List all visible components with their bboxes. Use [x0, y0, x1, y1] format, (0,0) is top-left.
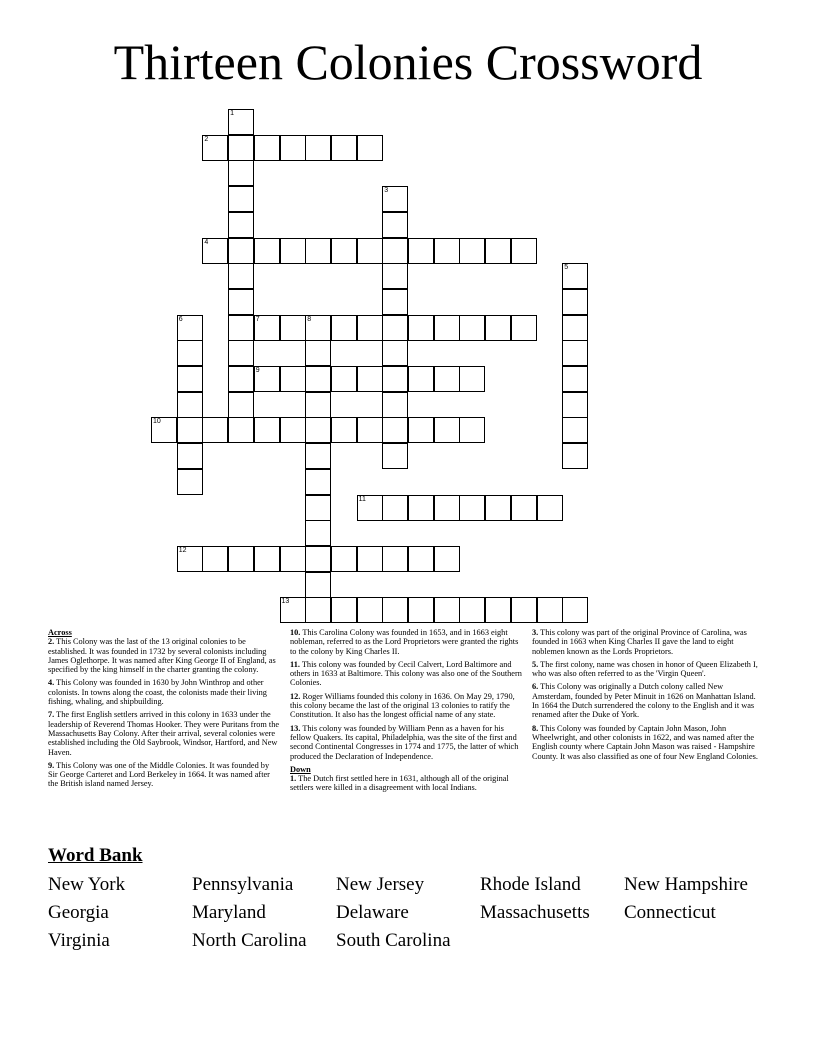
grid-cell[interactable]: [254, 315, 280, 341]
grid-cell[interactable]: [511, 315, 537, 341]
grid-cell[interactable]: [382, 315, 408, 341]
grid-cell[interactable]: [485, 495, 511, 521]
grid-cell[interactable]: [485, 238, 511, 264]
grid-cell[interactable]: [228, 417, 254, 443]
grid-cell[interactable]: [202, 546, 228, 572]
word-bank-item: Maryland: [192, 902, 266, 923]
word-bank-item: North Carolina: [192, 930, 307, 951]
grid-cell[interactable]: [562, 340, 588, 366]
grid-cell[interactable]: [228, 546, 254, 572]
grid-cell[interactable]: [228, 109, 254, 135]
grid-cell[interactable]: [382, 186, 408, 212]
word-bank-item: Delaware: [336, 902, 409, 923]
grid-cell[interactable]: [177, 392, 203, 418]
clue-number: 13: [281, 598, 290, 606]
clue-number: 4: [204, 238, 209, 246]
grid-cell[interactable]: [511, 495, 537, 521]
clue-column-1: [48, 628, 280, 793]
page-title: Thirteen Colonies Crossword: [113, 34, 703, 90]
clue-across-10: 10. This Carolina Colony was founded in 1653, and in 1663 eight nobleman, referred to as the Lord Proprietors were granted the rights to the colony by King Charles II.: [290, 628, 519, 656]
grid-cell[interactable]: [305, 572, 331, 598]
word-bank-item: Virginia: [48, 930, 110, 951]
word-bank-item: Pennsylvania: [192, 874, 294, 895]
clue-across-7: 7. The first English settlers arrived in this colony in 1633 under the leadership of Reverend Thomas Hooker. They were Puritans from the Massachusetts Bay Colony. After their arrival, several colonies were established including the Old Saybrook, Windsor, Hartford, and New Haven.: [48, 710, 280, 757]
grid-cell[interactable]: [357, 417, 383, 443]
grid-cell[interactable]: [305, 469, 331, 495]
grid-cell[interactable]: [357, 366, 383, 392]
grid-cell[interactable]: [151, 417, 177, 443]
grid-cell[interactable]: [228, 186, 254, 212]
grid-cell[interactable]: [202, 135, 228, 161]
grid-cell[interactable]: [408, 417, 434, 443]
grid-cell[interactable]: [382, 366, 408, 392]
grid-cell[interactable]: [202, 238, 228, 264]
grid-cell[interactable]: [537, 597, 563, 623]
grid-cell[interactable]: [228, 366, 254, 392]
grid-cell[interactable]: [459, 417, 485, 443]
grid-cell[interactable]: [228, 160, 254, 186]
grid-cell[interactable]: [434, 366, 460, 392]
word-bank-title: Word Bank: [48, 845, 143, 866]
clue-across-11: 11. This colony was founded by Cecil Calvert, Lord Baltimore and others in 1633 at Baltimore. This colony was also one of the Southern Colonies.: [290, 659, 522, 688]
grid-cell[interactable]: [434, 597, 460, 623]
word-bank-item: New Hampshire: [624, 874, 748, 895]
grid-cell[interactable]: [280, 366, 306, 392]
clue-column-3: [532, 628, 764, 765]
grid-cell[interactable]: [382, 263, 408, 289]
grid-cell[interactable]: [434, 417, 460, 443]
grid-cell[interactable]: [305, 597, 331, 623]
word-bank-item: Georgia: [48, 902, 109, 923]
clue-down-5: 5. The first colony, name was chosen in honor of Queen Elizabeth I, who was also often referred to as the 'Virgin Queen'.: [532, 659, 758, 679]
grid-cell[interactable]: [177, 469, 203, 495]
grid-cell[interactable]: [254, 546, 280, 572]
word-bank-item: Massachusetts: [480, 902, 590, 923]
grid-cell[interactable]: [331, 597, 357, 623]
grid-cell[interactable]: [305, 392, 331, 418]
grid-cell[interactable]: [177, 315, 203, 341]
grid-cell[interactable]: [408, 238, 434, 264]
grid-cell[interactable]: [228, 289, 254, 315]
down-heading: Down: [290, 764, 311, 774]
grid-cell[interactable]: [305, 315, 331, 341]
grid-cell[interactable]: [562, 289, 588, 315]
grid-cell[interactable]: [382, 392, 408, 418]
grid-cell[interactable]: [280, 417, 306, 443]
word-bank-item: New York: [48, 874, 126, 895]
grid-cell[interactable]: [305, 366, 331, 392]
grid-cell[interactable]: [305, 340, 331, 366]
grid-cell[interactable]: [305, 443, 331, 469]
grid-cell[interactable]: [459, 495, 485, 521]
clue-across-13: 13. This colony was founded by William Penn as a haven for his fellow Quakers. Its capital, Philadelphia, was the site of the first and second Continental Congresses in 1774 and 1775, the latter of which produced the Declaration of Independence.: [290, 723, 519, 761]
grid-cell[interactable]: [382, 340, 408, 366]
grid-cell[interactable]: [357, 495, 383, 521]
clue-across-12: 12. Roger Williams founded this colony in 1636. On May 29, 1790, this colony became the last of the original 13 colonies to ratify the Constitution. It also has the longest official name of any state.: [290, 691, 515, 720]
grid-cell[interactable]: [485, 315, 511, 341]
clue-number: 11: [358, 495, 366, 503]
clue-number: 7: [255, 315, 260, 323]
grid-cell[interactable]: [357, 135, 383, 161]
grid-cell[interactable]: [228, 135, 254, 161]
grid-cell[interactable]: [562, 315, 588, 341]
grid-cell[interactable]: [485, 597, 511, 623]
clue-number: 5: [564, 264, 569, 272]
grid-cell[interactable]: [382, 289, 408, 315]
clue-down-8: 8. This Colony was founded by Captain John Mason, John Wheelwright, and other colonists in 1622, and was named after the English county where Captain John Mason was raised - Hampshire County. It was also classified as one of four New England Colonies.: [532, 723, 758, 761]
grid-cell[interactable]: [331, 315, 357, 341]
grid-cell[interactable]: [562, 417, 588, 443]
grid-cell[interactable]: [305, 495, 331, 521]
clue-down-3: 3. This colony was part of the original Province of Carolina, was founded in 1663 when King Charles II gave the land to eight noblemen known as the Lords Proprietors.: [532, 628, 747, 656]
grid-cell[interactable]: [254, 417, 280, 443]
grid-cell[interactable]: [177, 443, 203, 469]
grid-cell[interactable]: [382, 443, 408, 469]
grid-cell[interactable]: [228, 212, 254, 238]
clue-across-4: 4. This Colony was founded in 1630 by John Winthrop and other colonists. In towns along the coast, the colonists made their living fishing, whaling, and shipbuilding.: [48, 678, 267, 707]
grid-cell[interactable]: [459, 366, 485, 392]
grid-cell[interactable]: [177, 417, 203, 443]
clue-across-2: 2. This Colony was the last of the 13 original colonies to be established. It was founded in 1732 by several colonists including James Oglethorpe. It was named after King George II of England, as specified by the king himself in the charter granting the colony.: [48, 637, 276, 675]
grid-cell[interactable]: [202, 417, 228, 443]
grid-cell[interactable]: [357, 546, 383, 572]
grid-cell[interactable]: [280, 597, 306, 623]
clue-number: 10: [153, 418, 161, 426]
grid-cell[interactable]: [382, 495, 408, 521]
clue-number: 3: [384, 187, 389, 195]
grid-cell[interactable]: [331, 135, 357, 161]
grid-cell[interactable]: [305, 135, 331, 161]
clue-number: 6: [178, 315, 183, 323]
word-bank-item: New Jersey: [336, 874, 425, 895]
grid-cell[interactable]: [280, 135, 306, 161]
clue-column-2: [290, 628, 522, 797]
grid-cell[interactable]: [434, 495, 460, 521]
grid-cell[interactable]: [357, 238, 383, 264]
grid-cell[interactable]: [434, 546, 460, 572]
grid-cell[interactable]: [228, 238, 254, 264]
grid-cell[interactable]: [408, 597, 434, 623]
grid-cell[interactable]: [254, 366, 280, 392]
grid-cell[interactable]: [562, 263, 588, 289]
grid-cell[interactable]: [177, 366, 203, 392]
grid-cell[interactable]: [408, 546, 434, 572]
grid-cell[interactable]: [331, 417, 357, 443]
clue-number: 8: [307, 315, 312, 323]
grid-cell[interactable]: [254, 135, 280, 161]
grid-cell[interactable]: [280, 238, 306, 264]
grid-cell[interactable]: [305, 546, 331, 572]
word-bank-item: South Carolina: [336, 930, 451, 951]
grid-cell[interactable]: [228, 315, 254, 341]
clue-number: 2: [204, 135, 209, 143]
clue-number: 1: [230, 110, 234, 117]
grid-cell[interactable]: [459, 315, 485, 341]
grid-cell[interactable]: [434, 315, 460, 341]
clue-across-9: 9. This Colony was one of the Middle Colonies. It was founded by Sir George Carteret and Lord Berkeley in 1664. It was named after the British island named Jersey.: [48, 760, 270, 789]
across-heading: Across: [48, 628, 72, 637]
grid-cell[interactable]: [177, 340, 203, 366]
clue-down-1: 1. The Dutch first settled here in 1631, although all of the original settlers were killed in a disagreement with local Indians.: [290, 774, 509, 793]
grid-cell[interactable]: [177, 546, 203, 572]
grid-cell[interactable]: [537, 495, 563, 521]
grid-cell[interactable]: [228, 263, 254, 289]
grid-cell[interactable]: [408, 366, 434, 392]
grid-cell[interactable]: [382, 597, 408, 623]
grid-cell[interactable]: [228, 392, 254, 418]
grid-cell[interactable]: [280, 546, 306, 572]
grid-cell[interactable]: [511, 238, 537, 264]
grid-cell[interactable]: [305, 238, 331, 264]
clue-number: 9: [255, 367, 260, 374]
clue-number: 12: [178, 546, 187, 554]
grid-cell[interactable]: [562, 443, 588, 469]
grid-cell[interactable]: [382, 238, 408, 264]
grid-cell[interactable]: [331, 546, 357, 572]
grid-cell[interactable]: [280, 315, 306, 341]
grid-cell[interactable]: [228, 340, 254, 366]
grid-cell[interactable]: [408, 495, 434, 521]
grid-cell[interactable]: [408, 315, 434, 341]
grid-cell[interactable]: [562, 597, 588, 623]
grid-cell[interactable]: [305, 417, 331, 443]
grid-cell[interactable]: [459, 597, 485, 623]
grid-cell[interactable]: [459, 238, 485, 264]
grid-cell[interactable]: [305, 520, 331, 546]
grid-cell[interactable]: [562, 392, 588, 418]
word-bank-item: Connecticut: [624, 902, 716, 923]
grid-cell[interactable]: [331, 238, 357, 264]
grid-cell[interactable]: [357, 315, 383, 341]
grid-cell[interactable]: [434, 238, 460, 264]
grid-cell[interactable]: [382, 417, 408, 443]
grid-cell[interactable]: [382, 212, 408, 238]
grid-cell[interactable]: [357, 597, 383, 623]
clue-down-6: 6. This Colony was originally a Dutch colony called New Amsterdam, founded by Peter Minuit in 1626 on Manhattan Island. In 1664 the Dutch surrendered the colony to the English and it was renamed after the Duke of York.: [532, 682, 756, 720]
word-bank-item: Rhode Island: [480, 874, 581, 895]
grid-cell[interactable]: [382, 546, 408, 572]
grid-cell[interactable]: [254, 238, 280, 264]
grid-cell[interactable]: [562, 366, 588, 392]
grid-cell[interactable]: [511, 597, 537, 623]
grid-cell[interactable]: [331, 366, 357, 392]
